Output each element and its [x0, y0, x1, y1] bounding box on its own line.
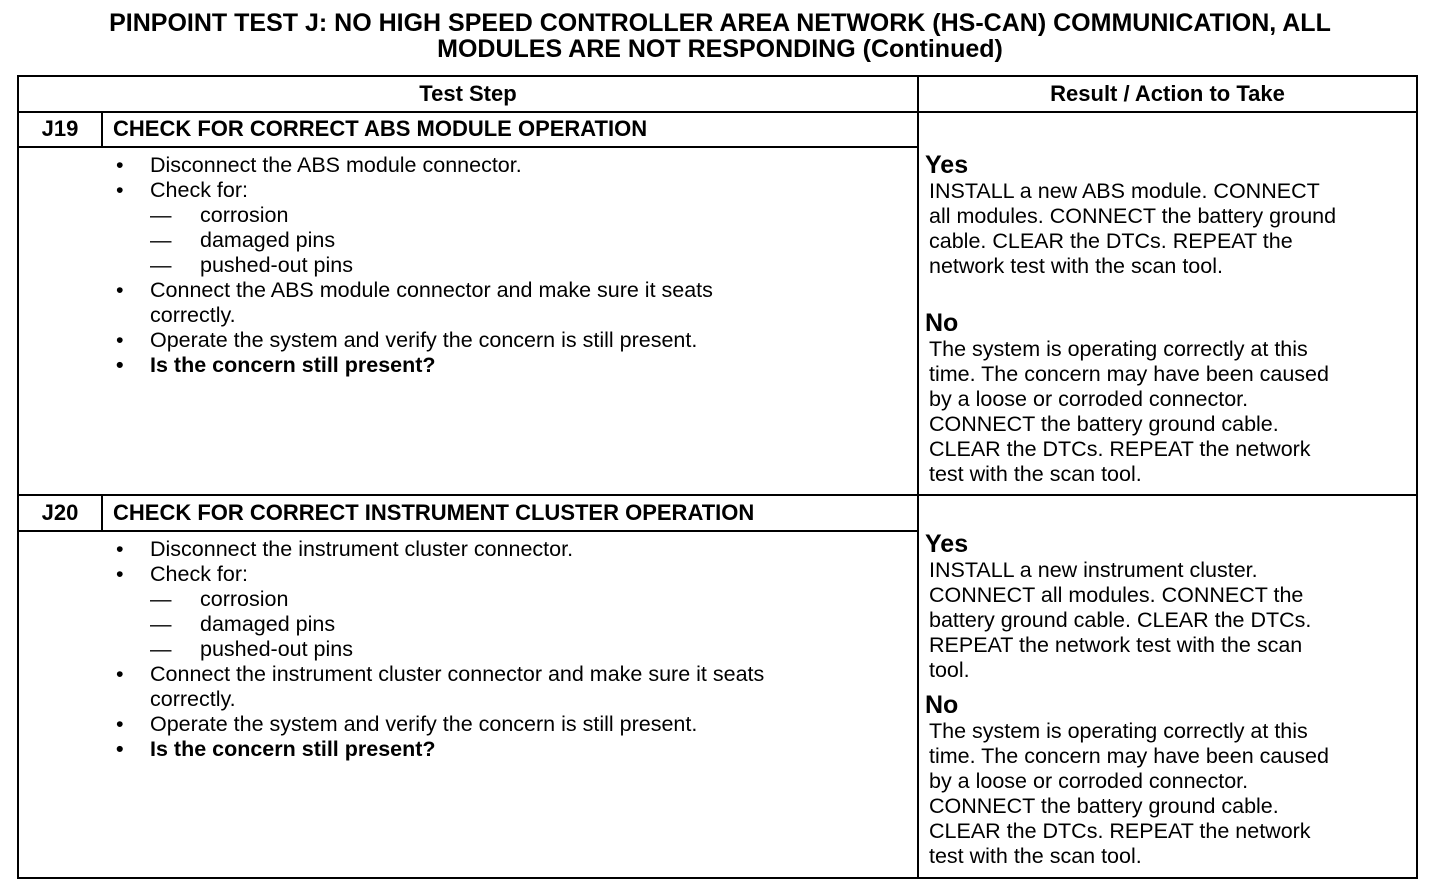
- bullet-icon: •: [116, 278, 124, 302]
- no-label: No: [925, 309, 959, 337]
- no-action: by a loose or corroded connector.: [929, 387, 1249, 411]
- no-action: The system is operating correctly at this: [929, 337, 1308, 361]
- no-action: CLEAR the DTCs. REPEAT the network: [929, 819, 1311, 843]
- header-result: Result / Action to Take: [1050, 81, 1285, 106]
- no-action: The system is operating correctly at this: [929, 719, 1308, 743]
- bullet-icon: •: [116, 178, 124, 202]
- bullet-icon: •: [116, 562, 124, 586]
- bullet-icon: •: [116, 353, 124, 377]
- no-action: CONNECT the battery ground cable.: [929, 412, 1279, 436]
- no-action: test with the scan tool.: [929, 844, 1142, 868]
- yes-action: battery ground cable. CLEAR the DTCs.: [929, 608, 1312, 632]
- instruction-item: • Operate the system and verify the concern is still present.: [116, 712, 698, 736]
- instruction-question: • Is the concern still present?: [116, 737, 436, 761]
- header-test-step: Test Step: [419, 81, 517, 106]
- step-id-divider: [101, 111, 103, 147]
- step-id-divider: [101, 494, 103, 531]
- step-instructions: [19, 153, 915, 378]
- step-title-divider: [19, 146, 917, 148]
- no-action: by a loose or corroded connector.: [929, 769, 1249, 793]
- yes-action: cable. CLEAR the DTCs. REPEAT the: [929, 229, 1293, 253]
- bullet-icon: •: [116, 662, 124, 686]
- check-item: — pushed-out pins: [150, 637, 353, 661]
- no-action: CLEAR the DTCs. REPEAT the network: [929, 437, 1311, 461]
- instruction-item: • Check for:: [116, 178, 248, 202]
- check-item: — pushed-out pins: [150, 253, 353, 277]
- instruction-continuation: correctly.: [150, 687, 236, 711]
- no-action: time. The concern may have been caused: [929, 744, 1329, 768]
- dash-icon: —: [150, 203, 172, 227]
- instruction-continuation: correctly.: [150, 303, 236, 327]
- step-instructions: [19, 537, 915, 762]
- pinpoint-table: [17, 75, 1418, 879]
- instruction-question: • Is the concern still present?: [116, 353, 436, 377]
- instruction-item: • Disconnect the ABS module connector.: [116, 153, 522, 177]
- yes-action: all modules. CONNECT the battery ground: [929, 204, 1337, 228]
- yes-label: Yes: [925, 530, 969, 558]
- dash-icon: —: [150, 637, 172, 661]
- step-title: CHECK FOR CORRECT ABS MODULE OPERATION: [113, 116, 648, 141]
- dash-icon: —: [150, 228, 172, 252]
- instruction-item: • Connect the instrument cluster connector and make sure it seats: [116, 662, 765, 686]
- bullet-icon: •: [116, 712, 124, 736]
- step-id: J19: [41, 116, 79, 141]
- dash-icon: —: [150, 612, 172, 636]
- step-result: [925, 530, 1415, 869]
- yes-action: network test with the scan tool.: [929, 254, 1223, 278]
- dash-icon: —: [150, 587, 172, 611]
- check-item: — corrosion: [150, 203, 289, 227]
- instruction-item: • Check for:: [116, 562, 248, 586]
- yes-label: Yes: [925, 151, 969, 179]
- title-line-2: MODULES ARE NOT RESPONDING (Continued): [437, 35, 1003, 63]
- check-item: — damaged pins: [150, 612, 336, 636]
- bullet-icon: •: [116, 537, 124, 561]
- check-item: — corrosion: [150, 587, 289, 611]
- column-divider: [917, 77, 919, 877]
- step-result: [925, 151, 1415, 487]
- yes-action: CONNECT all modules. CONNECT the: [929, 583, 1304, 607]
- instruction-item: • Disconnect the instrument cluster connector.: [116, 537, 574, 561]
- step-id: J20: [41, 500, 79, 525]
- no-action: test with the scan tool.: [929, 462, 1142, 486]
- yes-action: INSTALL a new instrument cluster.: [929, 558, 1258, 582]
- step-title: CHECK FOR CORRECT INSTRUMENT CLUSTER OPERATION: [113, 500, 755, 525]
- no-action: CONNECT the battery ground cable.: [929, 794, 1279, 818]
- page-title: [0, 10, 1440, 62]
- dash-icon: —: [150, 253, 172, 277]
- yes-action: REPEAT the network test with the scan: [929, 633, 1303, 657]
- yes-action: tool.: [929, 658, 970, 682]
- title-line-1: PINPOINT TEST J: NO HIGH SPEED CONTROLLER AREA NETWORK (HS-CAN) COMMUNICATION, ALL: [109, 9, 1331, 37]
- bullet-icon: •: [116, 737, 124, 761]
- bullet-icon: •: [116, 153, 124, 177]
- no-action: time. The concern may have been caused: [929, 362, 1329, 386]
- check-item: — damaged pins: [150, 228, 336, 252]
- step-title-divider: [19, 530, 917, 532]
- yes-action: INSTALL a new ABS module. CONNECT: [929, 179, 1320, 203]
- no-label: No: [925, 691, 959, 719]
- instruction-item: • Operate the system and verify the concern is still present.: [116, 328, 698, 352]
- instruction-item: • Connect the ABS module connector and make sure it seats: [116, 278, 713, 302]
- bullet-icon: •: [116, 328, 124, 352]
